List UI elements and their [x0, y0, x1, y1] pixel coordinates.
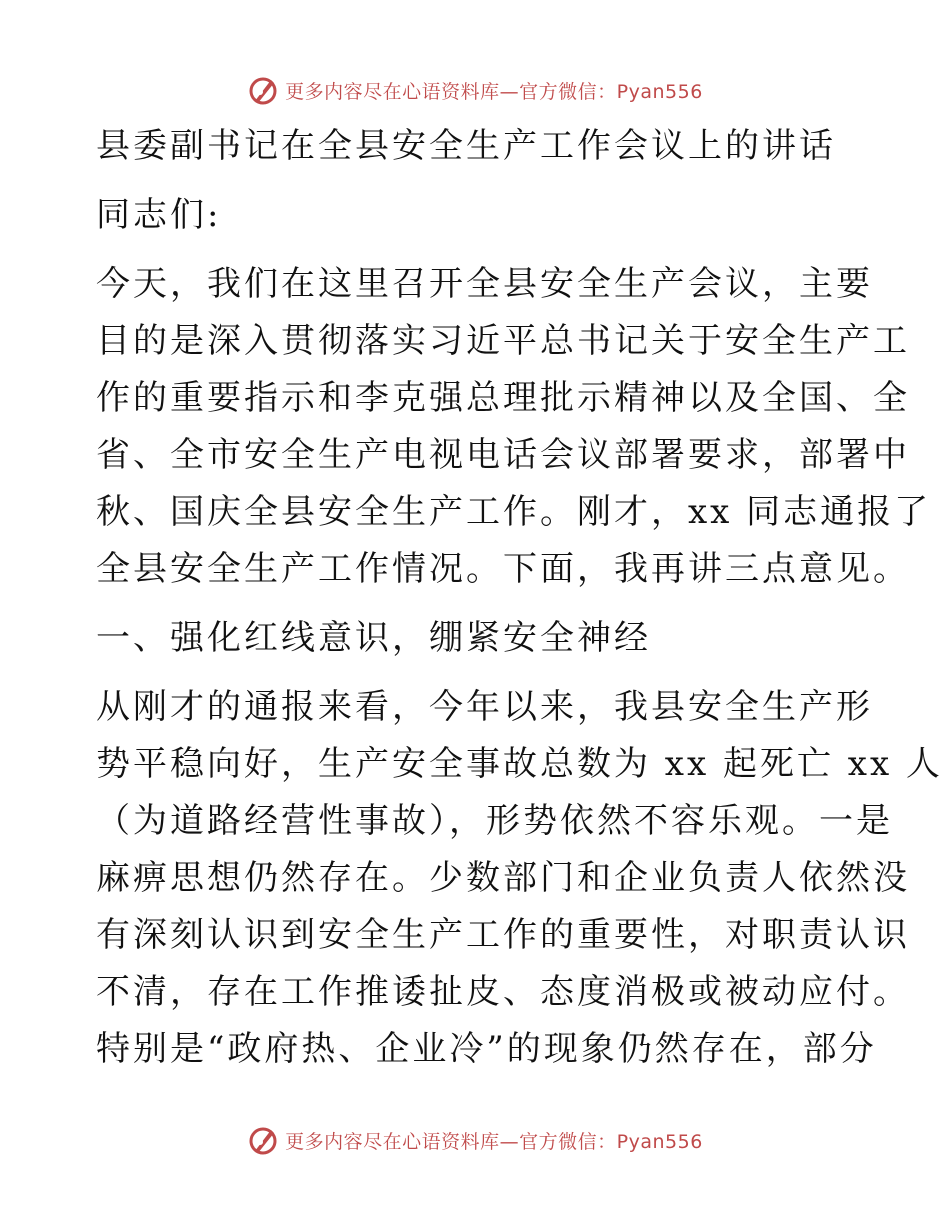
paragraph-line: 从刚才的通报来看，今年以来，我县安全生产形	[96, 687, 873, 727]
top-banner	[0, 70, 950, 110]
paragraph-1	[96, 256, 932, 598]
paragraph-2	[96, 679, 943, 1078]
document-body	[96, 118, 943, 1078]
paragraph-line: 麻痹思想仍然存在。少数部门和企业负责人依然没	[96, 858, 910, 898]
paragraph-line: 特别是“政府热、企业冷”的现象仍然存在，部分	[96, 1029, 877, 1069]
paragraph-line: 今天，我们在这里召开全县安全生产会议，主要	[96, 264, 873, 304]
document-title: 县委副书记在全县安全生产工作会议上的讲话	[96, 126, 836, 166]
bottom-banner	[0, 1120, 950, 1160]
paragraph-line: 不清，存在工作推诿扯皮、态度消极或被动应付。	[96, 972, 910, 1012]
paragraph-line: 势平稳向好，生产安全事故总数为 xx 起死亡 xx 人	[96, 744, 943, 784]
banner-text: 更多内容尽在心语资料库—官方微信：Pyan556	[285, 80, 703, 103]
quill-seal-logo-icon	[247, 1124, 279, 1156]
paragraph-line: （为道路经营性事故），形势依然不容乐观。一是	[96, 801, 893, 841]
paragraph-line: 秋、国庆全县安全生产工作。刚才，xx 同志通报了	[96, 492, 932, 532]
quill-seal-logo-icon	[247, 74, 279, 106]
banner-text: 更多内容尽在心语资料库—官方微信：Pyan556	[285, 1130, 703, 1153]
paragraph-line: 有深刻认识到安全生产工作的重要性，对职责认识	[96, 915, 910, 955]
paragraph-line: 全县安全生产工作情况。下面，我再讲三点意见。	[96, 549, 910, 589]
paragraph-line: 目的是深入贯彻落实习近平总书记关于安全生产工	[96, 321, 910, 361]
salutation: 同志们:	[96, 195, 222, 235]
section-heading: 一、强化红线意识，绷紧安全神经	[96, 618, 651, 658]
paragraph-line: 作的重要指示和李克强总理批示精神以及全国、全	[96, 378, 910, 418]
paragraph-line: 省、全市安全生产电视电话会议部署要求，部署中	[96, 435, 910, 475]
